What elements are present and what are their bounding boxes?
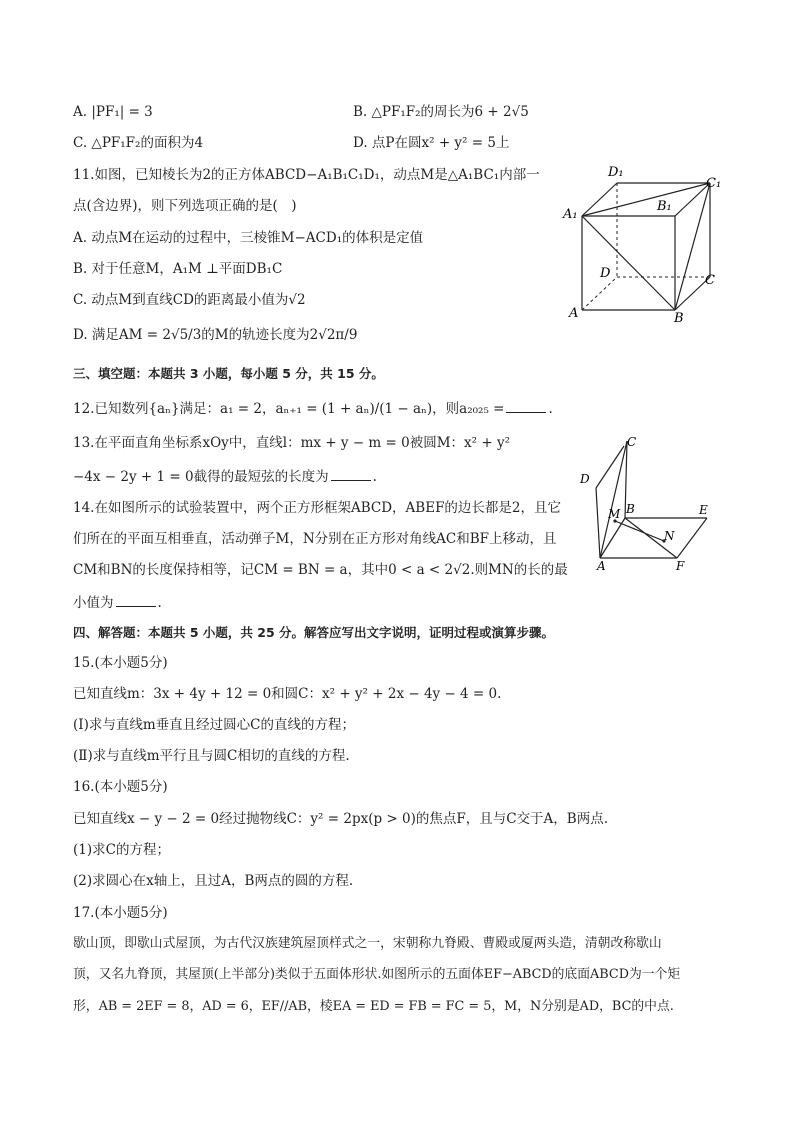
q13-answer-blank[interactable]: [331, 466, 371, 481]
q14-end: .: [157, 595, 162, 611]
cube-label-b1: B₁: [657, 199, 672, 214]
fig2-label-n: N: [664, 529, 675, 543]
q16-heading: 16.(本小题5分): [73, 779, 168, 795]
q14-line4: [73, 592, 162, 613]
q14-text: 小值为: [73, 595, 114, 611]
fig2-label-a: A: [597, 559, 606, 573]
q11-option-a: A. 动点M在运动的过程中，三棱锥M−ACD₁的体积是定值: [73, 230, 424, 246]
q16-part1: (1)求C的方程；: [73, 842, 170, 858]
q15-part2: (Ⅱ)求与直线m平行且与圆C相切的直线的方程.: [73, 748, 350, 764]
cube-label-a1: A₁: [563, 207, 578, 222]
q15-part1: (Ⅰ)求与直线m垂直且经过圆心C的直线的方程；: [73, 717, 355, 733]
q12-text: 12.已知数列{aₙ}满足：a₁ = 2，aₙ₊₁ = (1 + aₙ)/(1 − aₙ)，则a₂₀₂₅ =: [73, 401, 505, 417]
q16-stem: 已知直线x − y − 2 = 0经过抛物线C：y² = 2px(p > 0)的焦点F，且与C交于A，B两点.: [73, 811, 609, 827]
cube-label-c1: C₁: [706, 176, 722, 191]
fig2-label-e: E: [699, 503, 708, 517]
cube-label-d1: D₁: [608, 165, 624, 180]
cube-figure: [560, 160, 730, 325]
q14-line3: CM和BN的长度保持相等，记CM = BN = a，其中0 < a < 2√2.则MN的长的最: [73, 562, 568, 578]
fig2-label-f: F: [676, 559, 685, 573]
q13-line1: 13.在平面直角坐标系xOy中，直线l：mx + y − m = 0被圆M：x² + y²: [73, 435, 510, 451]
q10-option-c: C. △PF₁F₂的面积为4: [73, 135, 204, 151]
q11-stem-line1: 11.如图，已知棱长为2的正方体ABCD−A₁B₁C₁D₁，动点M是△A₁BC₁内部一: [73, 167, 540, 183]
fig2-label-m: M: [608, 507, 621, 521]
q12-end: .: [548, 401, 553, 417]
cube-label-a: A: [569, 306, 579, 321]
q10-option-d: D. 点P在圆x² + y² = 5上: [353, 135, 510, 151]
q10-option-b: B. △PF₁F₂的周长为6 + 2√5: [353, 104, 529, 120]
q17-line2: 顶，又名九脊顶，其屋顶(上半部分)类似于五面体形状.如图所示的五面体EF−ABCD的底面ABCD为一个矩: [73, 967, 681, 982]
fig2-label-d: D: [580, 472, 590, 486]
q11-stem-line2: 点(含边界)，则下列选项正确的是( ): [73, 198, 297, 214]
q17-heading: 17.(本小题5分): [73, 905, 168, 921]
q12-line: [73, 398, 553, 419]
q13-text: −4x − 2y + 1 = 0截得的最短弦的长度为: [73, 469, 329, 485]
q12-answer-blank[interactable]: [506, 398, 546, 413]
q13-line2: [73, 466, 377, 487]
q14-line2: 们所在的平面互相垂直，活动弹子M，N分别在正方形对角线AC和BF上移动，且: [73, 531, 557, 547]
cube-label-c: C: [705, 273, 715, 288]
q15-heading: 15.(本小题5分): [73, 655, 168, 671]
section-4-heading: 四、解答题：本题共 5 小题，共 25 分。解答应写出文字说明，证明过程或演算步骤。: [73, 625, 555, 640]
q16-part2: (2)求圆心在x轴上，且过A，B两点的圆的方程.: [73, 873, 354, 889]
q11-option-d: D. 满足AM = 2√5/3的M的轨迹长度为2√2π/9: [73, 327, 358, 343]
q11-option-b: B. 对于任意M，A₁M ⊥平面DB₁C: [73, 261, 283, 277]
section-3-heading: 三、填空题：本题共 3 小题，每小题 5 分，共 15 分。: [73, 366, 384, 381]
q17-line1: 歇山顶，即歇山式屋顶，为古代汉族建筑屋顶样式之一，宋朝称九脊殿、曹殿或厦两头造，清朝改称歇山: [73, 936, 662, 951]
q13-end: .: [372, 469, 377, 485]
q14-answer-blank[interactable]: [116, 592, 156, 607]
cube-label-b: B: [674, 311, 684, 325]
q10-option-a: A. |PF₁| = 3: [73, 104, 153, 120]
q14-line1: 14.在如图所示的试验装置中，两个正方形框架ABCD，ABEF的边长都是2，且它: [73, 500, 562, 516]
square-frames-figure: [572, 428, 722, 578]
fig2-label-b: B: [626, 502, 635, 516]
q15-stem: 已知直线m：3x + 4y + 12 = 0和圆C：x² + y² + 2x − 4y − 4 = 0.: [73, 686, 502, 702]
q17-line3: 形，AB = 2EF = 8，AD = 6，EF//AB，棱EA = ED = FB = FC = 5，M，N分别是AD，BC的中点.: [73, 999, 674, 1014]
q11-option-c: C. 动点M到直线CD的距离最小值为√2: [73, 292, 306, 308]
cube-label-d: D: [600, 266, 611, 281]
fig2-label-c: C: [627, 435, 637, 449]
